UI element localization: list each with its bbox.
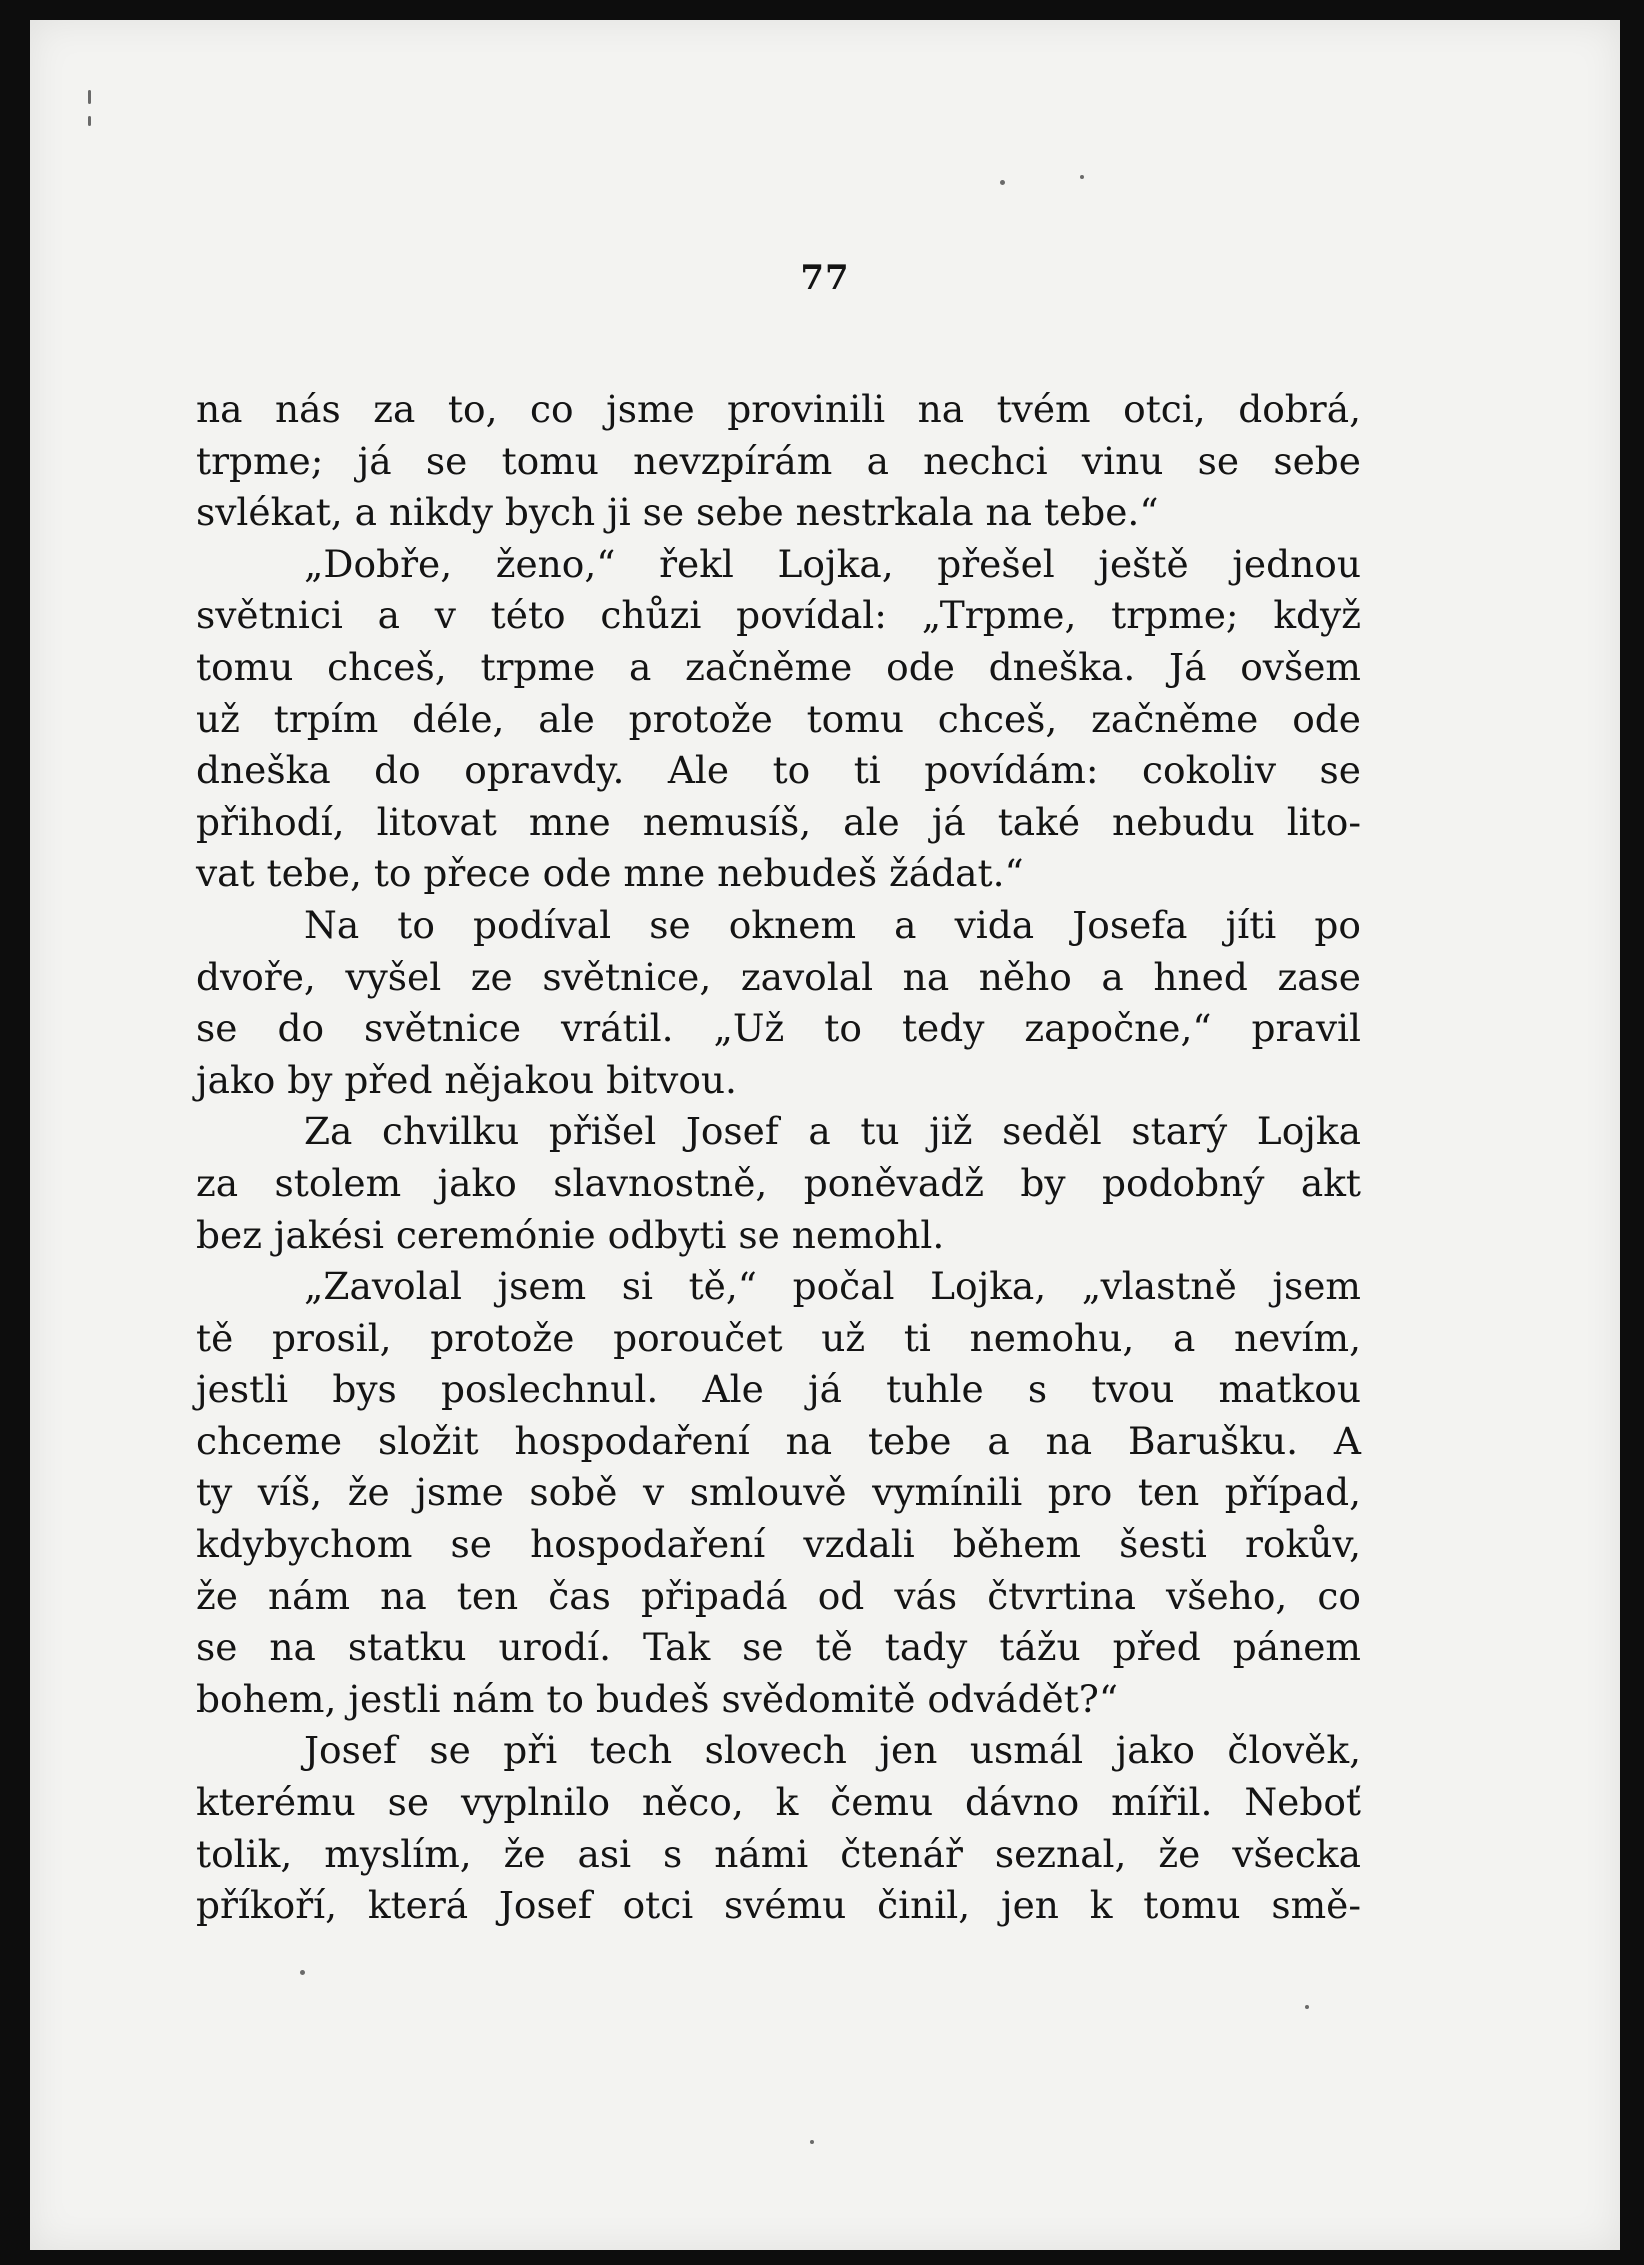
text-line: „Dobře, ženo,“ řekl Lojka, přešel ještě jednou xyxy=(304,541,1361,586)
text-line: tě prosil, protože poroučet už ti nemohu, a nevím, xyxy=(196,1315,1361,1360)
text-line: Josef se při tech slovech jen usmál jako člověk, xyxy=(304,1728,1361,1773)
text-line: už trpím déle, ale protože tomu chceš, začněme ode xyxy=(196,696,1361,741)
text-line: Na to podíval se oknem a vida Josefa jíti po xyxy=(304,902,1361,947)
text-line: příkoří, která Josef otci svému činil, jen k tomu smě- xyxy=(196,1883,1361,1928)
text-line: „Zavolal jsem si tě,“ počal Lojka, „vlastně jsem xyxy=(304,1264,1361,1309)
text-line: Za chvilku přišel Josef a tu již seděl starý Lojka xyxy=(304,1109,1361,1154)
text-line: bez jakési ceremónie odbyti se nemohl. xyxy=(196,1212,945,1257)
text-line: kterému se vyplnilo něco, k čemu dávno mířil. Neboť xyxy=(196,1780,1361,1825)
text-line: bohem, jestli nám to budeš svědomitě odvádět?“ xyxy=(196,1676,1119,1721)
text-line: ty víš, že jsme sobě v smlouvě vymínili pro ten případ, xyxy=(196,1470,1361,1515)
text-line: kdybychom se hospodaření vzdali během šesti rokův, xyxy=(196,1522,1361,1567)
text-line: že nám na ten čas připadá od vás čtvrtina všeho, co xyxy=(196,1573,1361,1618)
body-text xyxy=(196,384,1361,1932)
text-line: přihodí, litovat mne nemusíš, ale já také nebudu lito- xyxy=(196,799,1361,844)
text-line: chceme složit hospodaření na tebe a na Barušku. A xyxy=(196,1418,1361,1463)
page-number: 77 xyxy=(800,258,850,298)
book-page xyxy=(30,20,1620,2250)
text-line: tomu chceš, trpme a začněme ode dneška. Já ovšem xyxy=(196,644,1361,689)
dust-speck xyxy=(88,116,91,126)
text-line: vat tebe, to přece ode mne nebudeš žádat.“ xyxy=(196,851,1024,896)
dust-speck xyxy=(810,2140,814,2144)
text-line: jako by před nějakou bitvou. xyxy=(196,1057,737,1102)
text-line: svlékat, a nikdy bych ji se sebe nestrkala na tebe.“ xyxy=(196,490,1159,535)
dust-speck xyxy=(1080,175,1084,179)
text-line: se na statku urodí. Tak se tě tady tážu před pánem xyxy=(196,1625,1361,1670)
text-line: dneška do opravdy. Ale to ti povídám: cokoliv se xyxy=(196,748,1361,793)
text-line: trpme; já se tomu nevzpírám a nechci vinu se sebe xyxy=(196,438,1361,483)
text-line: jestli bys poslechnul. Ale já tuhle s tvou matkou xyxy=(196,1367,1361,1412)
dust-speck xyxy=(300,1970,305,1975)
text-line: tolik, myslím, že asi s námi čtenář seznal, že všecka xyxy=(196,1831,1361,1876)
dust-speck xyxy=(88,90,91,104)
text-line: na nás za to, co jsme provinili na tvém otci, dobrá, xyxy=(196,387,1361,431)
text-line: se do světnice vrátil. „Už to tedy započne,“ pravil xyxy=(196,1006,1361,1051)
dust-speck xyxy=(1000,180,1005,185)
dust-speck xyxy=(1305,2005,1309,2009)
text-line: za stolem jako slavnostně, poněvadž by podobný akt xyxy=(196,1160,1361,1205)
text-line: světnici a v této chůzi povídal: „Trpme, trpme; když xyxy=(196,593,1361,638)
text-line: dvoře, vyšel ze světnice, zavolal na něho a hned zase xyxy=(196,954,1361,999)
